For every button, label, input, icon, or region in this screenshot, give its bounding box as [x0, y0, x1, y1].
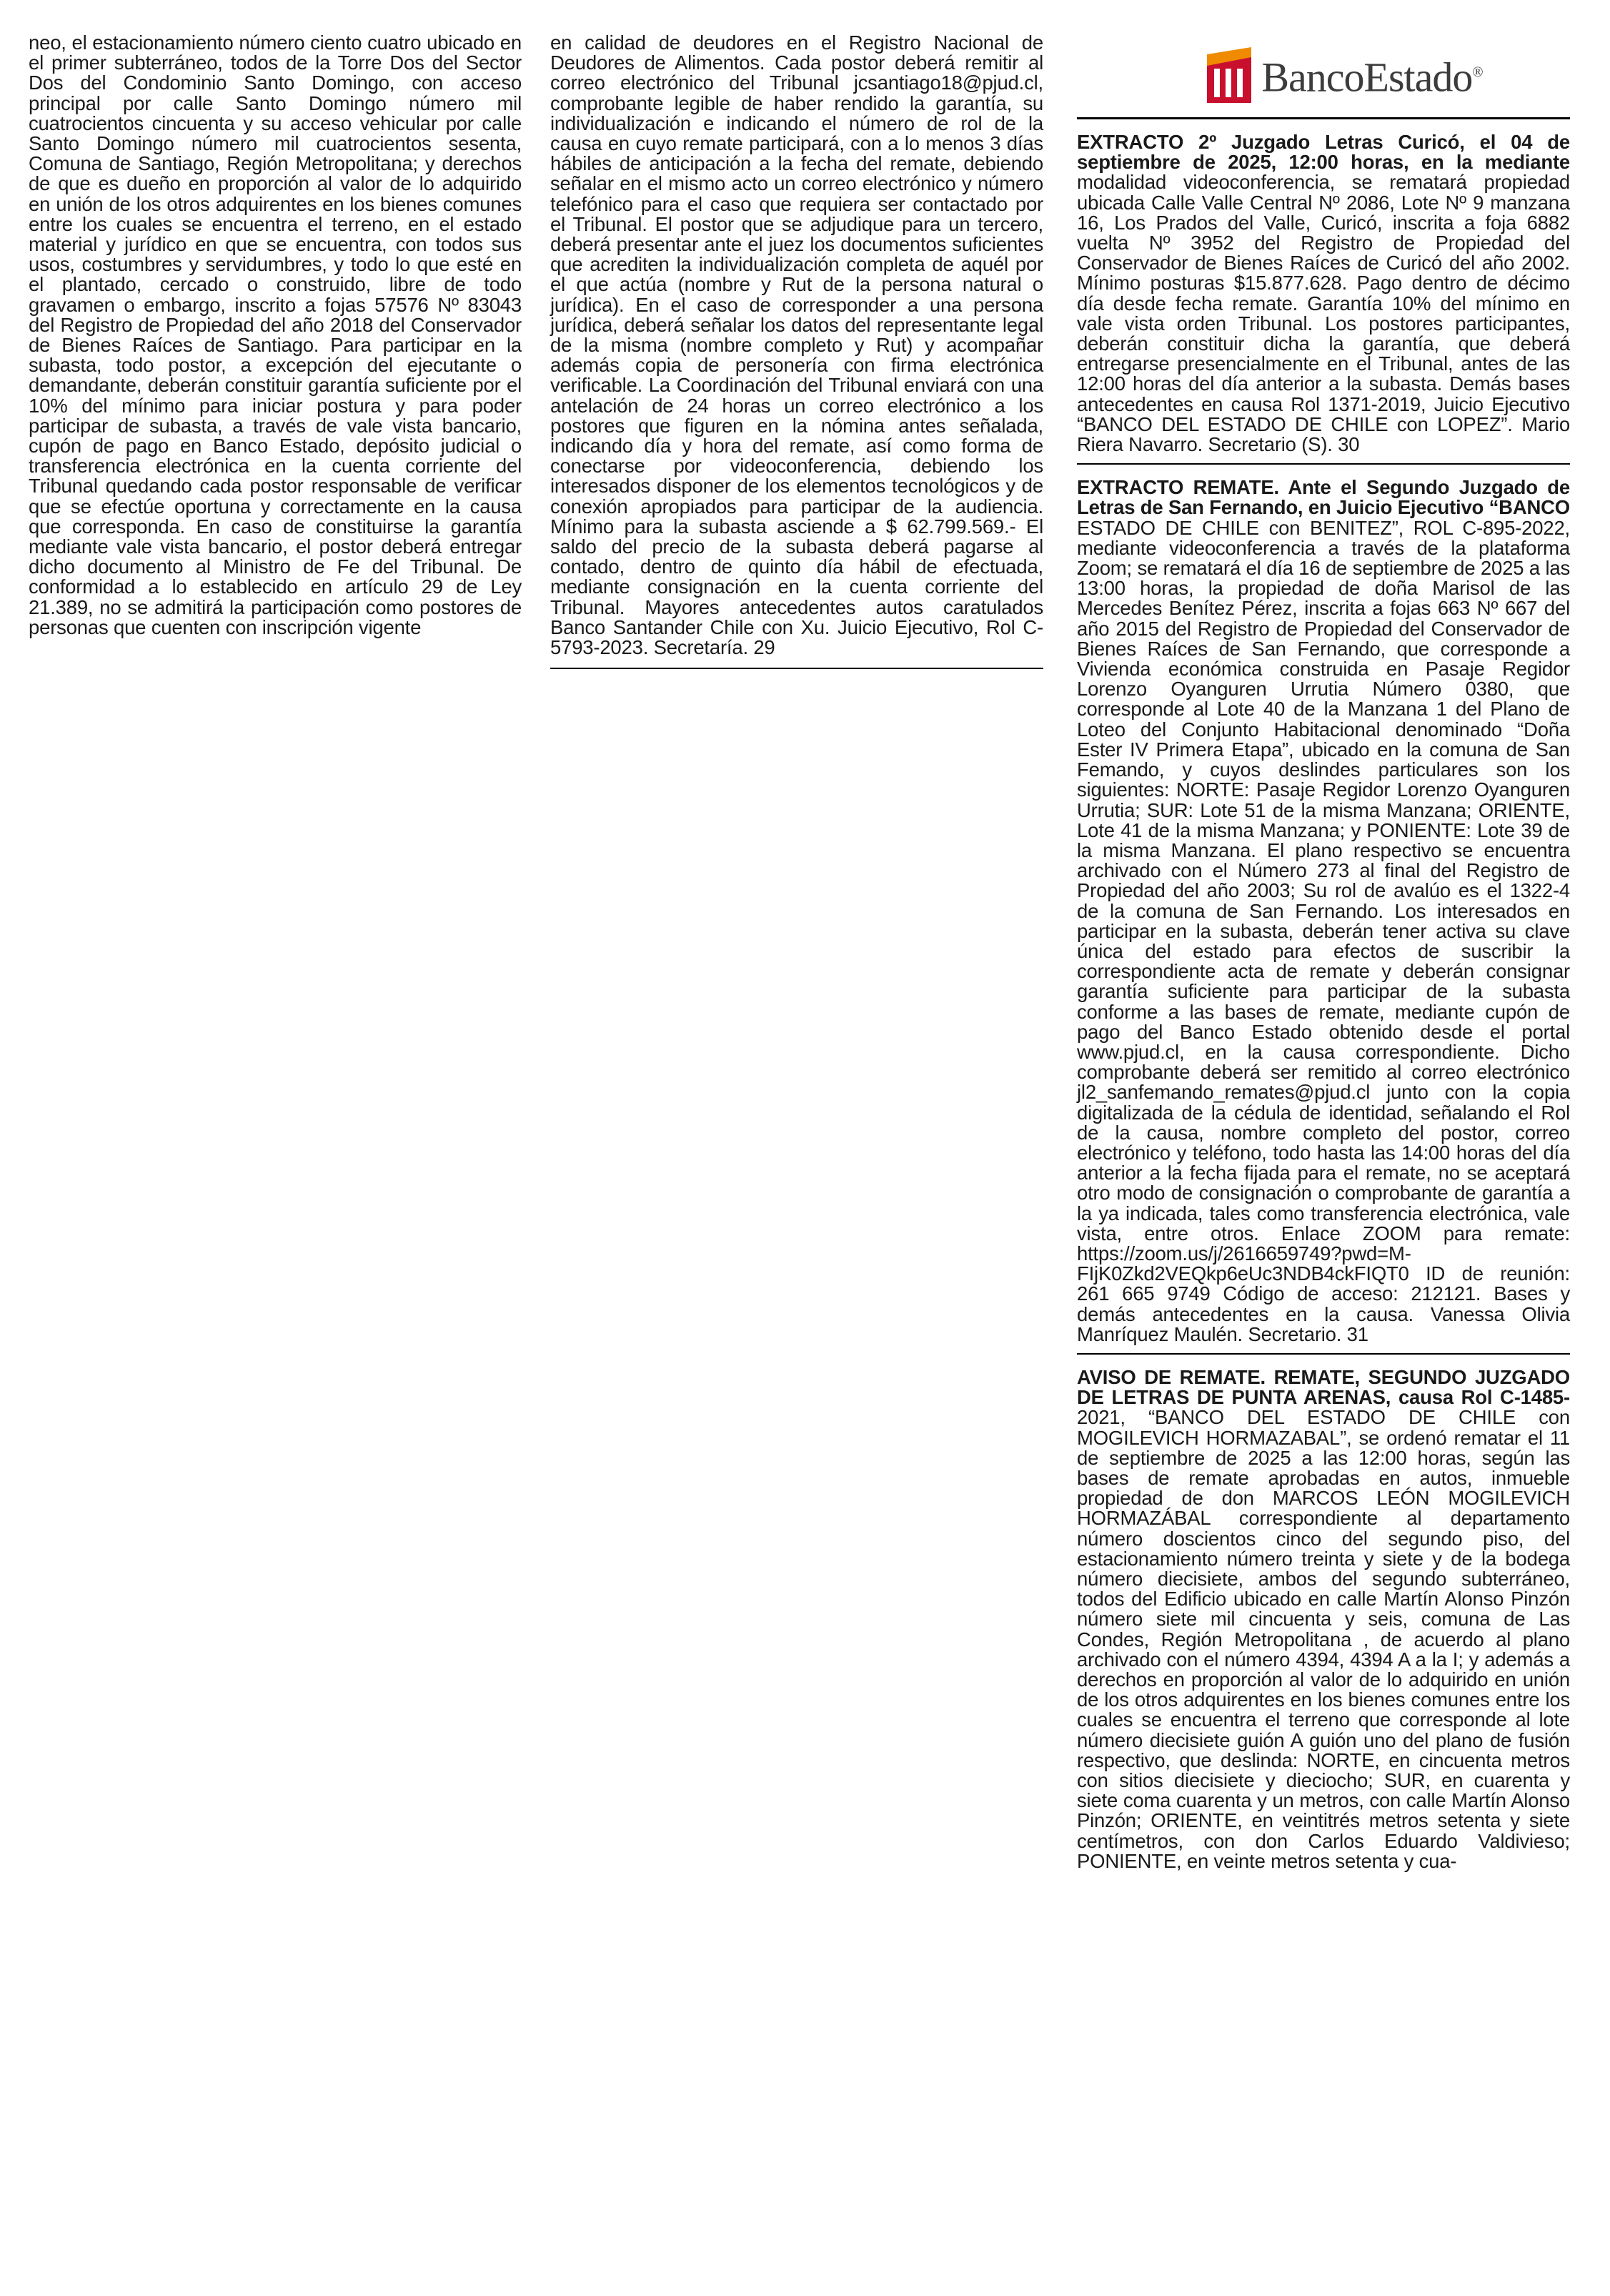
column-1-text: neo, el estacionamiento número ciento cuatro ubicado en el primer subterráneo, todos de la Torre Dos del Sector Dos del Condominio Santo Domingo, con acceso principal por calle Santo Domingo número mil cuatrocientos cincuenta y su acceso vehicular por calle Santo Domingo número mil cuatrocientos sesenta, Comuna de Santiago, Región Metropolitana; y derechos de que es dueño en proporción al valor de lo adquirido en unión de los otros adquirentes en los bienes comunes entre los cuales se encuentra el terreno, en el estado material y jurídico en que se encuentra, con todos sus usos, costumbres y servidumbres, y todo lo que esté en el plantado, cercado o construido, libre de todo gravamen o embargo, inscrito a fojas 57576 Nº 83043 del Registro de Propiedad del año 2018 del Conservador de Bienes Raíces de Santiago. Para participar en la subasta, todo postor, a excepción del ejecutante o demandante, deberán constituir garantía suficiente por el 10% del mínimo para iniciar postura y para poder participar de subasta, a través de vale vista bancario, cupón de pago en Banco Estado, depósito judicial o transferencia electrónica en la cuenta corriente del Tribunal quedando cada postor responsable de verificar que se efectúe oportuna y correctamente en la causa que corresponda. En caso de constituirse la garantía mediante vale vista bancario, el postor deberá entregar dicho documento al Ministro de Fe del Tribunal. De conformidad a lo establecido en artículo 29 de Ley 21.389, no se admitirá la participación como postores de personas que cuenten con inscripción vigente	[29, 31, 522, 638]
notice-punta-arenas-heading: AVISO DE REMATE. REMATE, SEGUNDO JUZGADO DE LETRAS DE PUNTA ARENAS, causa Rol C-1485-	[1077, 1365, 1570, 1409]
notice-curico-body: modalidad videoconferencia, se rematará propiedad ubicada Calle Valle Central Nº 2086, Lote Nº 9 manzana 16, Los Prados del Valle, Curicó, inscrita a foja 6882 vuelta Nº 3952 del Registro de Propiedad del Conservador de Bienes Raíces de Curicó del año 2002. Mínimo posturas $15.877.628. Pago dentro de décimo día desde fecha remate. Garantía 10% del mínimo en vale vista orden Tribunal. Los postores participantes, deberán constituir dicha la garantía, que deberá entregarse presencialmente en el Tribunal, antes de las 12:00 horas del día anterior a la subasta. Demás bases antecedentes en causa Rol 1371-2019, Juicio Ejecutivo “BANCO DEL ESTADO DE CHILE con LOPEZ”. Mario Riera Navarro. Secretario (S). 30	[1077, 171, 1570, 456]
bancoestado-wordmark: BancoEstado®	[1261, 54, 1483, 101]
column-3	[1077, 43, 1570, 1880]
notice-punta-arenas-body: 2021, “BANCO DEL ESTADO DE CHILE con MOGILEVICH HORMAZABAL”, se ordenó rematar el 11 de septiembre de 2025 a las 12:00 horas, según las bases de remate aprobadas en autos, inmueble propiedad de don MARCOS LEÓN MOGILEVICH HORMAZÁBAL correspondiente al departamento número doscientos cinco del segundo piso, del estacionamiento número treinta y siete y de la bodega número diecisiete, ambos del segundo subterráneo, todos del Edificio ubicado en calle Martín Alonso Pinzón número siete mil cincuenta y seis, comuna de Las Condes, Región Metropolitana , de acuerdo al plano archivado con el número 4394, 4394 A a la I; y además a derechos en proporción al valor de lo adquirido en unión de los otros adquirentes en los bienes comunes entre los cuales se encuentra el terreno que corresponde al lote número diecisiete guión A guión uno del plano de fusión respectivo, que deslinda: NORTE, en cincuenta metros con sitios diecisiete y dieciocho; SUR, en cuarenta y siete coma cuarenta y un metros, con calle Martín Alonso Pinzón; ORIENTE, en veintitrés metros setenta y siete centímetros, con don Carlos Eduardo Valdivieso; PONIENTE, en veinte metros setenta y cua-	[1077, 1406, 1570, 1872]
column-1	[29, 33, 522, 638]
notice-san-fernando	[1077, 465, 1570, 1353]
notice-san-fernando-body: ESTADO DE CHILE con BENITEZ”, ROL C-895-2022, mediante videoconferencia a través de la plataforma Zoom; se rematará el día 16 de septiembre de 2025 a las 13:00 horas, la propiedad de doña Marisol de las Mercedes Benítez Pérez, inscrita a fojas 663 Nº 667 del año 2015 del Registro de Propiedad del Conservador de Bienes Raíces de San Fernando, que corresponde a Vivienda económica construida en Pasaje Regidor Lorenzo Oyanguren Urrutia Número 0380, que corresponde al Lote 40 de la Manzana 1 del Plano de Loteo del Conjunto Habitacional denominado “Doña Ester IV Primera Etapa”, ubicado en la comuna de San Femando, y cuyos deslindes particulares son los siguientes: NORTE: Pasaje Regidor Lorenzo Oyanguren Urrutia; SUR: Lote 51 de la misma Manzana; ORIENTE, Lote 41 de la misma Manzana; y PONIENTE: Lote 39 de la misma Manzana. El plano respectivo se encuentra archivado con el Número 273 al final del Registro de Propiedad del año 2003; Su rol de avalúo es el 1322-4 de la comuna de San Fernando. Los interesados en participar en la subasta, deberán tener activa su clave única del estado para efectos de suscribir la correspondiente acta de remate y deberán consignar garantía suficiente para participar de la subasta conforme a las bases de remate, mediante cupón de pago del Banco Estado obtenido desde el portal www.pjud.cl, en la causa correspondiente. Dicho comprobante deberá ser remitido al correo electrónico jl2_sanfemando_remates@pjud.cl junto con la copia digitalizada de la cédula de identidad, señalando el Rol de la causa, nombre completo del postor, correo electrónico y teléfono, todo hasta las 14:00 horas del día anterior a la fecha fijada para el remate, no se aceptará otro modo de consignación o comprobante de garantía a la ya indicada, tales como transferencia electrónica, vale vista, entre otros. Enlace ZOOM para remate: https://zoom.us/j/2616659749?pwd=M-FIjK0Zkd2VEQkp6eUc3NDB4ckFIQT0 ID de reunión: 261 665 9749 Código de acceso: 212121. Bases y demás antecedentes en la causa. Vanessa Olivia Manríquez Maulén. Secretario. 31	[1077, 516, 1570, 1345]
column-2	[550, 33, 1043, 669]
notice-curico	[1077, 119, 1570, 463]
bancoestado-icon	[1207, 47, 1251, 103]
notice-curico-heading: EXTRACTO 2º Juzgado Letras Curicó, el 04 de septiembre de 2025, 12:00 horas, en la mediante	[1077, 131, 1570, 174]
column-2-end-rule	[550, 668, 1043, 669]
notice-san-fernando-heading: EXTRACTO REMATE. Ante el Segundo Juzgado de Letras de San Fernando, en Juicio Ejecutivo “BANCO	[1077, 476, 1570, 519]
column-2-text: en calidad de deudores en el Registro Nacional de Deudores de Alimentos. Cada postor deberá remitir al correo electrónico del Tribunal jcsantiago18@pjud.cl, comprobante legible de haber rendido la garantía, su individualización e indicando el número de rol de la causa en cuyo remate participará, con a lo menos 3 días hábiles de anticipación a la fecha del remate, debiendo señalar en el mismo acto un correo electrónico y número telefónico para el caso que requiera ser contactado por el Tribunal. El postor que se adjudique para un tercero, deberá presentar ante el juez los documentos suficientes que acrediten la individualización completa de aquél por el que actúa (nombre y Rut de la persona natural o jurídica). En el caso de corresponder a una persona jurídica, deberá señalar los datos del representante legal de la misma (nombre completo y Rut) y acompañar además copia de personería con firma electrónica verificable. La Coordinación del Tribunal enviará con una antelación de 24 horas un correo electrónico a los postores que figuren en la nómina antes señalada, indicando día y hora del remate, así como forma de conectarse por videoconferencia, debiendo los interesados disponer de los elementos tecnológicos y de conexión apropiados para participar de la audiencia. Mínimo para la subasta asciende a $ 62.799.569.- El saldo del precio de la subasta deberá pagarse al contado, dentro de quinto día hábil de efectuada, mediante consignación en la cuenta corriente del Tribunal. Mayores antecedentes autos caratulados Banco Santander Chile con Xu. Juicio Ejecutivo, Rol C-5793-2023. Secretaría. 29	[550, 31, 1043, 659]
notice-punta-arenas	[1077, 1355, 1570, 1880]
bancoestado-logo	[1077, 43, 1570, 107]
